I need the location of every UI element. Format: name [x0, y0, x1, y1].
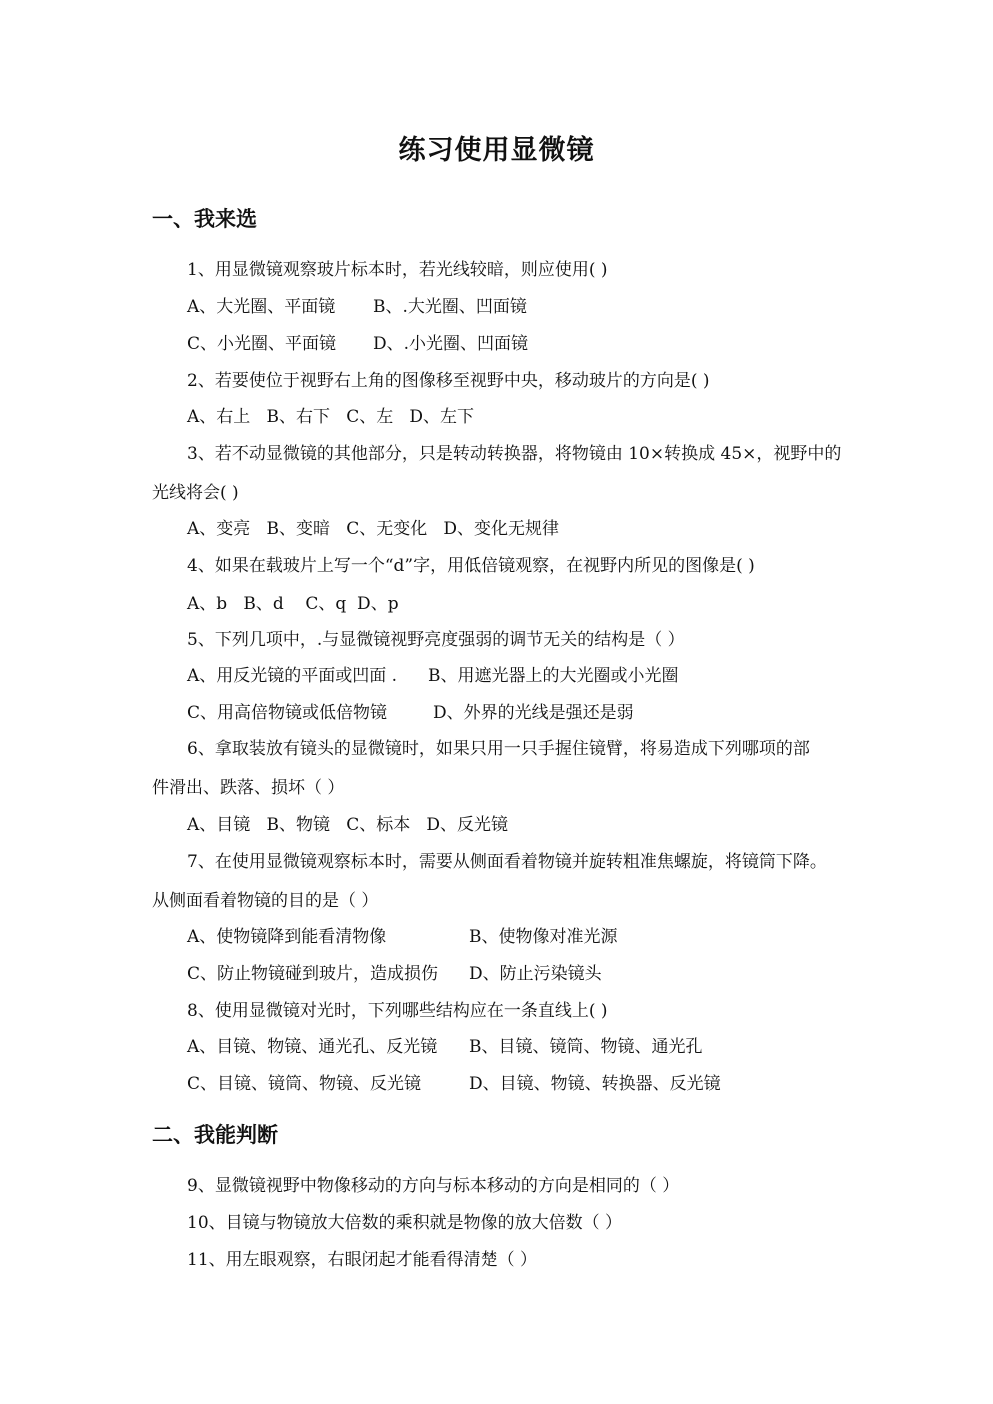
question-7-option-b: B、使物像对准光源: [469, 927, 618, 947]
question-6-stem-line2: 件滑出、跌落、损坏（ ）: [152, 778, 345, 798]
question-5-option-d: D、外界的光线是强还是弱: [433, 703, 634, 723]
section-heading-judge: 二、我能判断: [152, 1122, 278, 1147]
question-8-option-b: B、目镜、镜筒、物镜、通光孔: [469, 1037, 703, 1057]
question-3-stem-line2: 光线将会( ): [152, 483, 239, 503]
page-title: 练习使用显微镜: [398, 135, 595, 166]
question-6-options: A、目镜 B、物镜 C、标本 D、反光镜: [187, 815, 509, 835]
question-5-option-c: C、用高倍物镜或低倍物镜: [187, 703, 388, 723]
question-9: 9、显微镜视野中物像移动的方向与标本移动的方向是相同的（ ）: [187, 1176, 680, 1196]
question-8-option-c: C、目镜、镜筒、物镜、反光镜: [187, 1074, 422, 1094]
question-7-stem-line2: 从侧面看着物镜的目的是（ ）: [152, 891, 379, 911]
question-11: 11、用左眼观察，右眼闭起才能看得清楚（ ）: [187, 1250, 538, 1270]
question-2-stem: 2、若要使位于视野右上角的图像移至视野中央，移动玻片的方向是( ): [187, 371, 710, 391]
question-1-option-a: A、大光圈、平面镜: [187, 297, 336, 317]
question-8-option-a: A、目镜、物镜、通光孔、反光镜: [187, 1037, 438, 1057]
question-7-stem-line1: 7、在使用显微镜观察标本时，需要从侧面看着物镜并旋转粗准焦螺旋，将镜筒下降。: [187, 852, 827, 872]
question-7-option-d: D、防止污染镜头: [469, 964, 602, 984]
question-3-stem-line1: 3、若不动显微镜的其他部分，只是转动转换器，将物镜由 10×转换成 45×，视野中的: [187, 444, 842, 464]
question-8-stem: 8、使用显微镜对光时，下列哪些结构应在一条直线上( ): [187, 1001, 608, 1021]
question-5-option-a: A、用反光镜的平面或凹面 .: [187, 666, 398, 686]
question-2-options: A、右上 B、右下 C、左 D、左下: [187, 407, 475, 427]
question-6-stem-line1: 6、拿取装放有镜头的显微镜时，如果只用一只手握住镜臂，将易造成下列哪项的部: [187, 739, 810, 759]
section-heading-choice: 一、我来选: [152, 206, 257, 231]
question-8-option-d: D、目镜、物镜、转换器、反光镜: [469, 1074, 721, 1094]
question-4-stem: 4、如果在载玻片上写一个“d”字，用低倍镜观察，在视野内所见的图像是( ): [187, 556, 755, 576]
question-1-stem: 1、用显微镜观察玻片标本时，若光线较暗，则应使用( ): [187, 260, 608, 280]
question-7-option-a: A、使物镜降到能看清物像: [187, 927, 387, 947]
question-5-option-b: B、用遮光器上的大光圈或小光圈: [428, 666, 679, 686]
question-1-option-c: C、小光圈、平面镜: [187, 334, 337, 354]
question-10: 10、目镜与物镜放大倍数的乘积就是物像的放大倍数（ ）: [187, 1213, 623, 1233]
question-4-options: A、b B、d C、q D、p: [187, 594, 399, 614]
question-5-stem: 5、下列几项中，.与显微镜视野亮度强弱的调节无关的结构是（ ）: [187, 630, 685, 650]
question-1-option-b: B、.大光圈、凹面镜: [373, 297, 527, 317]
question-7-option-c: C、防止物镜碰到玻片，造成损伤: [187, 964, 439, 984]
question-3-options: A、变亮 B、变暗 C、无变化 D、变化无规律: [187, 519, 560, 539]
question-1-option-d: D、.小光圈、凹面镜: [373, 334, 529, 354]
